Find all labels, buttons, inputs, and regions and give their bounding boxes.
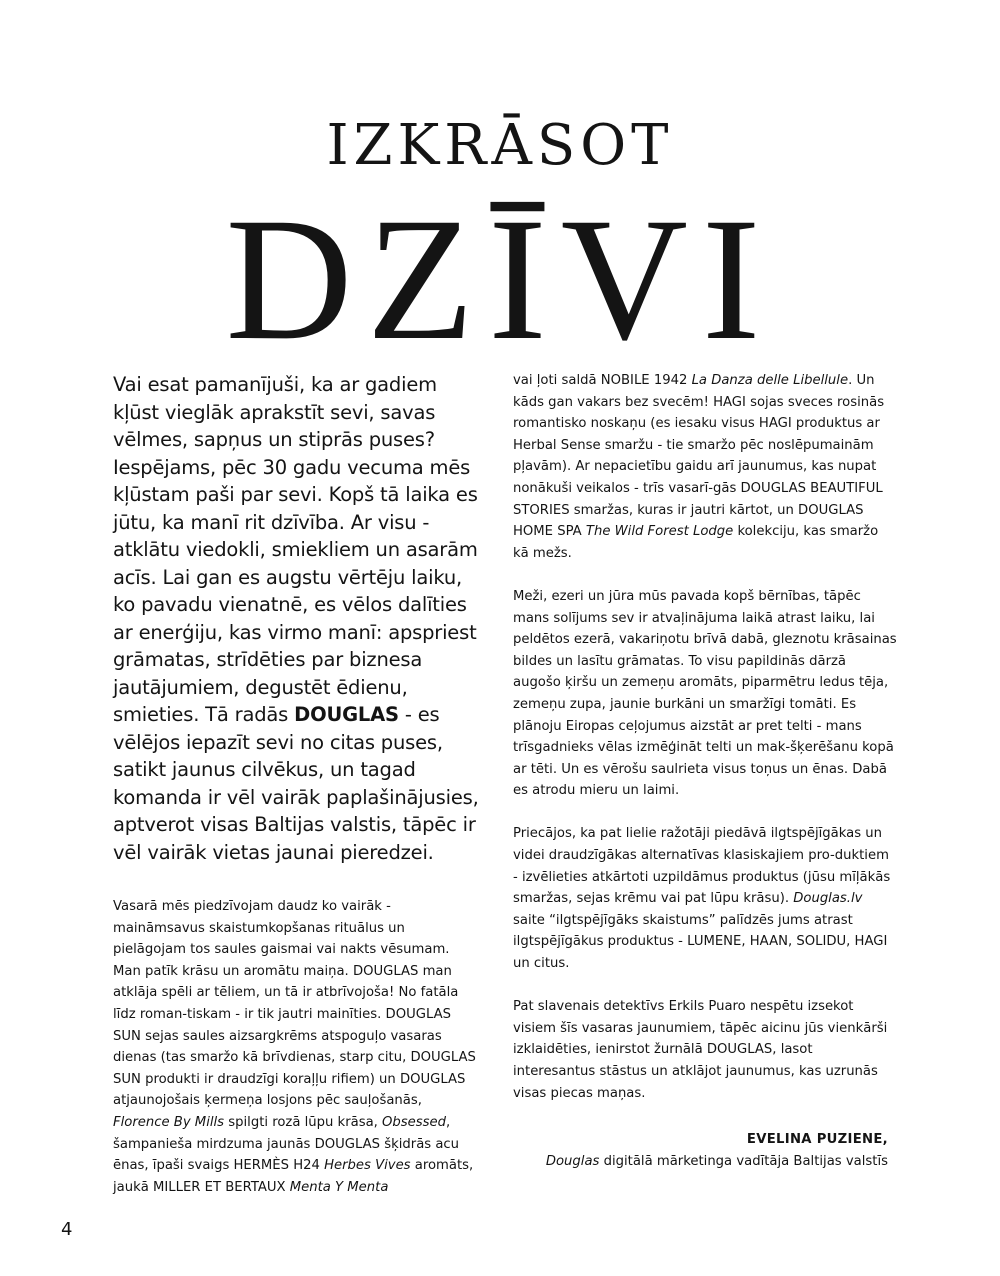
body-paragraph-closing: Pat slavenais detektīvs Erkils Puaro nespētu izsekot visiem šīs vasaras jaunumiem, tāpēc aicinu jūs vienkārši izklaidēties, ienirstot žurnālā DOUGLAS, lasot interesantus stāstus un atklājot jaunumus, kas uzrunās visas piecas maņas. <box>513 999 888 1101</box>
left-column <box>113 371 481 1198</box>
body-paragraph-sustainability: Priecājos, ka pat lielie ražotāji piedāvā ilgtspējīgākas un videi draudzīgākas alternatīvas klasiskajiem pro-duktiem - izvēlieties atkārtoti uzpildāmus produktus (jūsu mīļākās smaržas, sejas krēmu vai pat lūpu krāsu). Douglas.lv saite “ilgtspējīgāks skaistums” palīdzēs jums atrast ilgtspējīgākus produktus - LUMENE, HAAN, SOLIDU, HAGI un citus. <box>513 826 891 972</box>
right-column <box>513 370 897 1104</box>
title-line-2: DZĪVI <box>225 182 775 377</box>
intro-brand: DOUGLAS <box>294 703 399 726</box>
intro-paragraph: Vai esat pamanījuši, ka ar gadiem kļūst vieglāk aprakstīt sevi, savas vēlmes, sapņus un stiprās puses? Iespējams, pēc 30 gadu vecuma mēs kļūstam paši par sevi. Kopš tā laika es jūtu, ka manī rit dzīvība. Ar visu - atklātu viedokli, smiekliem un asarām acīs. Lai gan es augstu vērtēju laiku, ko pavadu vienatnē, es vēlos dalīties ar enerģiju, kas virmo manī: apspriest grāmatas, strīdēties par biznesa jautājumiem, degustēt ēdienu, smieties. Tā radās DOUGLAS - es vēlējos iepazīt sevi no citas puses, satikt jaunus cilvēkus, un tagad komanda ir vēl vairāk paplašinājusies, aptverot visas Baltijas valstis, tāpēc ir vēl vairāk vietas jaunai pieredzei. <box>113 373 479 864</box>
body-paragraph-nature: Meži, ezeri un jūra mūs pavada kopš bērnības, tāpēc mans solījums sev ir atvaļinājuma laikā atrast laiku, lai peldētos ezerā, vakariņotu brīvā dabā, gleznotu krāsainas bildes un lasītu grāmatas. To visu papildinās dārzā augošo ķiršu un zemeņu aromāts, piparmētru ledus tēja, zemeņu zupa, jaunie burkāni un smaržīgi tomāti. Es plānoju Eiropas ceļojumus aizstāt ar pret telti - mans trīsgadnieks vēlas izmēģināt telti un mak-šķerēšanu kopā ar tēti. Un es vērošu saulrieta visus toņus un ēnas. Dabā es atrodu mieru un laimi. <box>513 588 897 799</box>
page-number: 4 <box>61 1219 73 1240</box>
signature <box>480 1129 888 1173</box>
body-paragraph-summer: Vasarā mēs piedzīvojam daudz ko vairāk - maināmsavus skaistumkopšanas rituālus un pielāgojam tos saules gaismai vai nakts vēsumam. Man patīk krāsu un aromātu maiņa. DOUGLAS man atklāja spēli ar tēliem, un tā ir atbrīvojoša! No fatāla līdz roman-tiskam - ir tik jautri mainīties. DOUGLAS SUN sejas saules aizsargkrēms atspoguļo vasaras dienas (tas smaržo kā brīvdienas, starp citu, DOUGLAS SUN produkti ir draudzīgi koraļļu rifiem) un DOUGLAS atjaunojošais ķermeņa losjons pēc sauļošanās, Florence By Mills spilgti rozā lūpu krāsa, Obsessed, šampanieša mirdzuma jaunās DOUGLAS šķidrās acu ēnas, īpaši svaigs HERMÈS H24 Herbes Vives aromāts, jaukā MILLER ET BERTAUX Menta Y Menta <box>113 899 476 1195</box>
title-line-1: IZKRĀSOT <box>326 113 674 178</box>
body-paragraph-candles: vai ļoti saldā NOBILE 1942 La Danza delle Libellule. Un kāds gan vakars bez svecēm! HAGI sojas sveces rosinās romantisko noskaņu (es iesaku visus HAGI produktus ar Herbal Sense smaržu - tie smaržo pēc noslēpumainām pļavām). Ar nepacietību gaidu arī jaunumus, kas nupat nonākuši veikalos - trīs vasarī-gās DOUGLAS BEAUTIFUL STORIES smaržas, kuras ir jautri kārtot, un DOUGLAS HOME SPA The Wild Forest Lodge kolekciju, kas smaržo kā mežs. <box>513 373 885 561</box>
signature-name: EVELINA PUZIENE, <box>746 1132 888 1147</box>
signature-role: Douglas digitālā mārketinga vadītāja Baltijas valstīs <box>545 1154 888 1169</box>
